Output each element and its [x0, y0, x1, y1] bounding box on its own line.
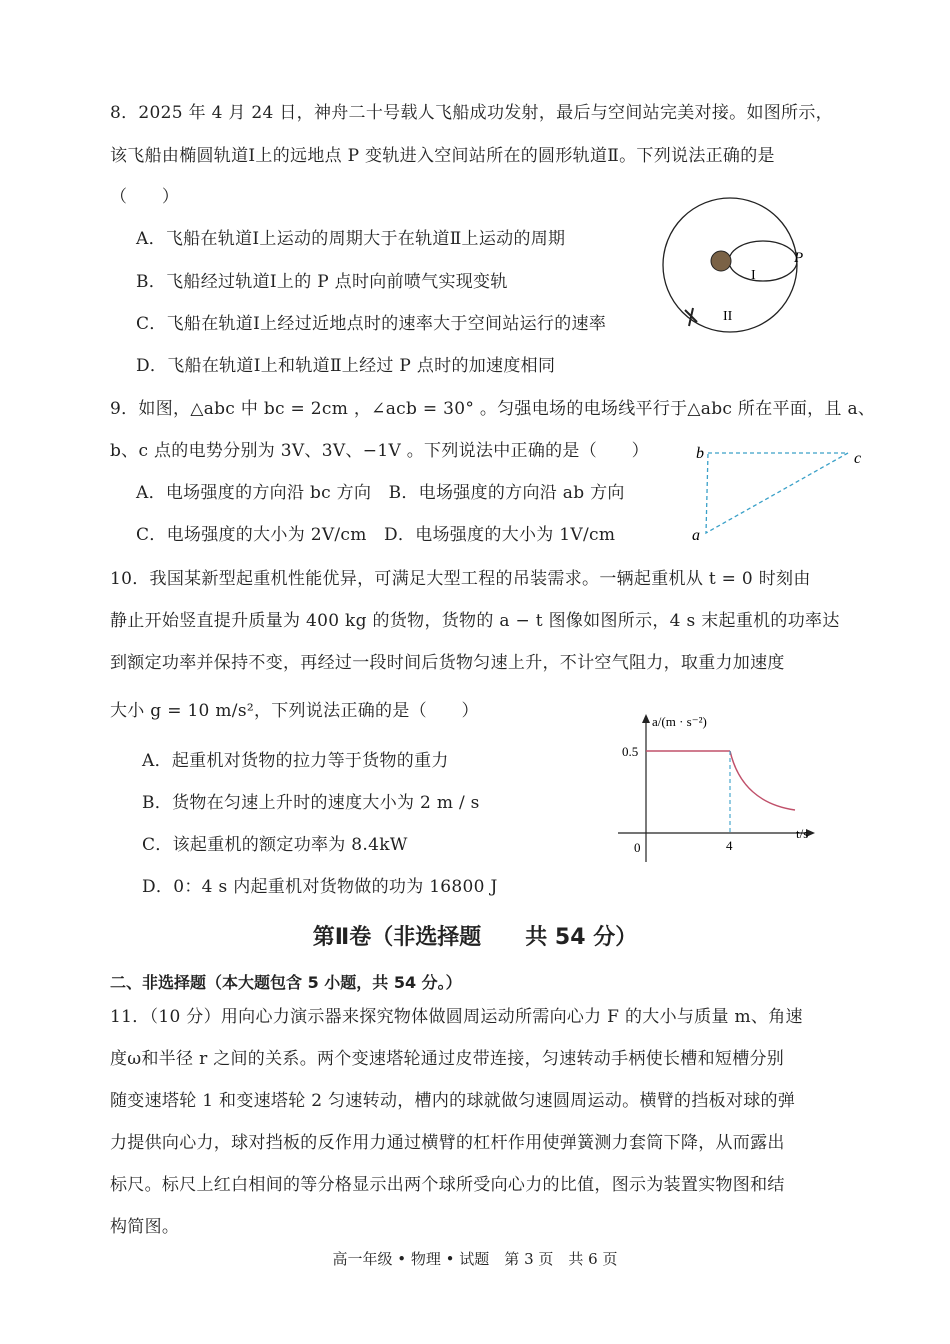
q9-line1: 9．如图，△abc 中 bc = 2cm ，∠acb = 30° 。匀强电场的电场线平行于△abc 所在平面，且 a、 [110, 399, 876, 419]
q10-line3: 到额定功率并保持不变，再经过一段时间后货物匀速上升，不计空气阻力，取重力加速度 [110, 653, 785, 673]
y-tick-0-5: 0.5 [622, 744, 639, 759]
earth [711, 251, 731, 271]
q11-line1: 11．（10 分）用向心力演示器来探究物体做圆周运动所需向心力 F 的大小与质量 m、角速 [110, 1007, 803, 1027]
q10-line1: 10．我国某新型起重机性能优异，可满足大型工程的吊装需求。一辆起重机从 t = 0 时刻由 [110, 569, 811, 589]
label-c: c [854, 450, 862, 467]
y-axis-arrow [642, 714, 650, 723]
q10-option-b: B．货物在匀速上升时的速度大小为 2 m / s [142, 793, 480, 813]
x-tick-4: 4 [726, 838, 733, 853]
origin-label: 0 [634, 840, 641, 855]
y-axis-label: a/(m · s⁻²) [652, 714, 707, 729]
q8-line1: 8．2025 年 4 月 24 日，神舟二十号载人飞船成功发射，最后与空间站完美对接。如图所示， [110, 103, 833, 123]
q8-line2: 该飞船由椭圆轨道Ⅰ上的远地点 P 变轨进入空间站所在的圆形轨道Ⅱ。下列说法正确的是 [110, 146, 775, 166]
q9-options-ab: A．电场强度的方向沿 bc 方向 B．电场强度的方向沿 ab 方向 [136, 483, 625, 503]
label-i: I [751, 268, 756, 283]
q9-line2: b、c 点的电势分别为 3V、3V、−1V 。下列说法中正确的是（ ） [110, 441, 649, 461]
x-axis-label: t/s [796, 826, 809, 841]
q8-option-a: A．飞船在轨道Ⅰ上运动的周期大于在轨道Ⅱ上运动的周期 [136, 229, 566, 249]
q8-option-d: D．飞船在轨道Ⅰ上和轨道Ⅱ上经过 P 点时的加速度相同 [136, 356, 556, 376]
label-ii: II [723, 309, 733, 324]
q8-bracket: （ ） [110, 187, 180, 207]
a-t-graph [610, 710, 820, 870]
orbit-figure [655, 190, 815, 345]
q10-option-d: D．0：4 s 内起重机对货物做的功为 16800 J [142, 877, 498, 897]
accel-decay-curve [730, 751, 795, 810]
section-title: 第Ⅱ卷（非选择题 共 54 分） [312, 925, 638, 950]
q11-line6: 构简图。 [110, 1217, 180, 1237]
q10-option-c: C．该起重机的额定功率为 8.4kW [142, 835, 408, 855]
q8-option-c: C．飞船在轨道Ⅰ上经过近地点时的速率大于空间站运行的速率 [136, 314, 607, 334]
q9-options-cd: C．电场强度的大小为 2V/cm D．电场强度的大小为 1V/cm [136, 525, 616, 545]
q11-line2: 度ω和半径 r 之间的关系。两个变速塔轮通过皮带连接，匀速转动手柄使长槽和短槽分别 [110, 1049, 785, 1069]
section-subtitle: 二、非选择题（本大题包含 5 小题，共 54 分。） [110, 973, 462, 992]
q11-line5: 标尺。标尺上红白相间的等分格显示出两个球所受向心力的比值，图示为装置实物图和结 [110, 1175, 785, 1195]
q8-option-b: B．飞船经过轨道Ⅰ上的 P 点时向前喷气实现变轨 [136, 272, 508, 292]
q11-line4: 力提供向心力，球对挡板的反作用力通过横臂的杠杆作用使弹簧测力套筒下降，从而露出 [110, 1133, 785, 1153]
q10-line4: 大小 g = 10 m/s²，下列说法正确的是（ ） [110, 701, 479, 721]
triangle-abc [706, 453, 848, 533]
label-b: b [696, 445, 704, 462]
q10-line2: 静止开始竖直提升质量为 400 kg 的货物，货物的 a − t 图像如图所示，4 s 末起重机的功率达 [110, 611, 840, 631]
label-a: a [692, 527, 700, 544]
orbit-i-ellipse [729, 241, 797, 281]
page-footer: 高一年级 • 物理 • 试题 第 3 页 共 6 页 [332, 1250, 618, 1268]
triangle-figure [688, 438, 868, 548]
q10-option-a: A．起重机对货物的拉力等于货物的重力 [142, 751, 449, 771]
label-p: P [794, 250, 804, 266]
q11-line3: 随变速塔轮 1 和变速塔轮 2 匀速转动，槽内的球就做匀速圆周运动。横臂的挡板对球的弹 [110, 1091, 796, 1111]
